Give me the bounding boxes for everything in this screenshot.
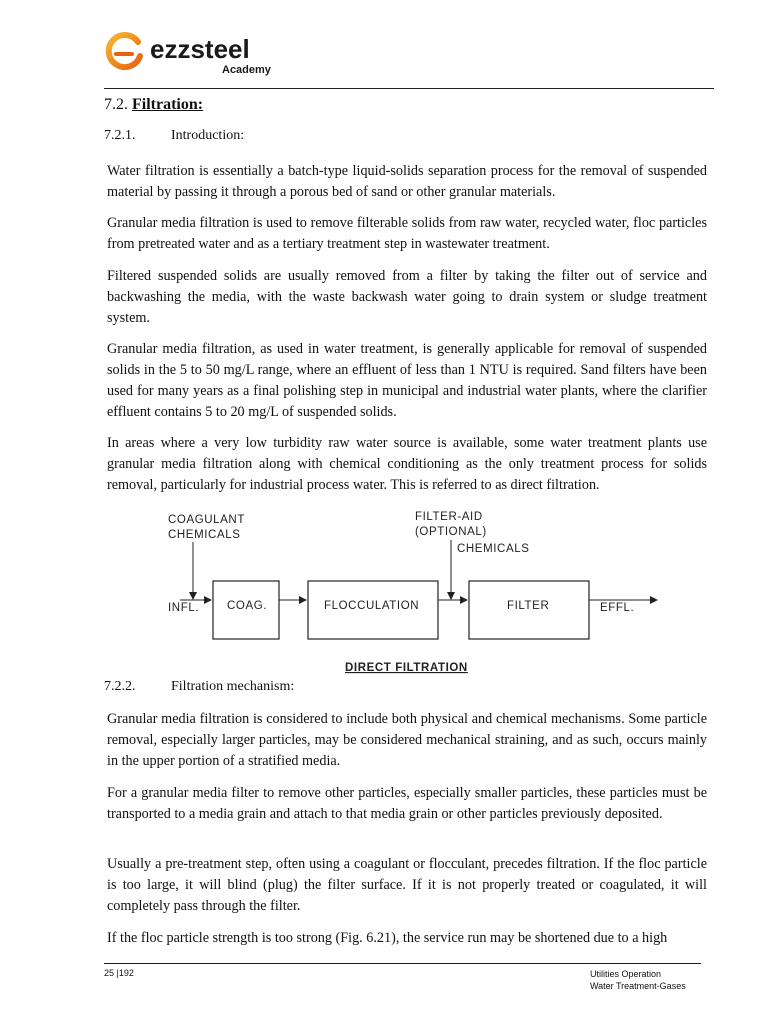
- paragraph: If the floc particle strength is too strong (Fig. 6.21), the service run may be shortened due to a high: [107, 930, 668, 946]
- logo-name: ezzsteel: [150, 34, 250, 64]
- paragraph: Granular media filtration, as used in water treatment, is generally applicable for removal of suspended solids in the 5 to 50 mg/L range, where an effluent of less than 1 NTU is required. Sand filters have been used for many years as a final polishing step in municipal and industrial water plants, where the clarifier effluent contains 5 to 20 mg/L of suspended solids.: [107, 341, 707, 420]
- paragraph: Granular media filtration is used to remove filterable solids from raw water, recycled water, floc particles from pretreated water and as a tertiary treatment step in wastewater treatment.: [107, 215, 707, 252]
- paragraph: Usually a pre-treatment step, often using a coagulant or flocculant, precedes filtration. If the floc particle is too large, it will blind (plug) the filter surface. If it is not properly treated or coagulated, it will completely pass through the filter.: [107, 856, 707, 914]
- subsection-heading-intro: [104, 128, 244, 144]
- subsection-heading-mechanism: [104, 679, 294, 695]
- section-heading: [104, 96, 203, 114]
- influent-label: INFL.: [168, 602, 200, 614]
- filter-aid-label: FILTER-AID: [415, 511, 483, 523]
- filter-aid-chemicals-label: CHEMICALS: [457, 543, 530, 555]
- paragraph: In areas where a very low turbidity raw water source is available, some water treatment plants use granular media filtration along with chemical conditioning as the only treatment process for solids removal, particularly for industrial process water. This is referred to as direct filtration.: [107, 435, 707, 493]
- coag-label: COAG.: [227, 600, 268, 612]
- effluent-label: EFFL.: [600, 602, 635, 614]
- diagram-caption: DIRECT FILTRATION: [345, 662, 468, 674]
- flocculation-label: FLOCCULATION: [324, 600, 420, 612]
- subsection-title: Introduction:: [171, 128, 245, 143]
- company-logo: [104, 30, 294, 80]
- footer-divider: [104, 963, 701, 964]
- section-title: Filtration:: [132, 96, 204, 113]
- coagulant-label: COAGULANT: [168, 514, 245, 526]
- footer-title-line-2: Water Treatment-Gases: [590, 981, 686, 991]
- coagulant-label-2: CHEMICALS: [168, 529, 241, 541]
- paragraph: Water filtration is essentially a batch-type liquid-solids separation process for the removal of suspended material by passing it through a porous bed of sand or other granular materials.: [107, 163, 707, 200]
- direct-filtration-diagram: [160, 505, 680, 677]
- subsection-title: Filtration mechanism:: [171, 679, 295, 694]
- header-divider: [104, 88, 714, 89]
- section-number: 7.2.: [104, 96, 128, 113]
- filter-aid-optional-label: (OPTIONAL): [415, 526, 487, 538]
- footer-title-line-1: Utilities Operation: [590, 969, 662, 979]
- paragraph: Filtered suspended solids are usually removed from a filter by taking the filter out of service and backwashing the media, with the waste backwash water going to drain system or sludge treatment system.: [107, 268, 707, 326]
- paragraph: For a granular media filter to remove other particles, especially smaller particles, these particles must be transported to a media grain and attach to that media grain or other particles previously deposited.: [107, 785, 707, 822]
- filter-label: FILTER: [507, 600, 550, 612]
- page-number: 25 |192: [104, 968, 134, 978]
- subsection-number: 7.2.2.: [104, 679, 136, 694]
- logo-subtitle: Academy: [222, 64, 271, 76]
- subsection-number: 7.2.1.: [104, 128, 136, 143]
- paragraph: Granular media filtration is considered to include both physical and chemical mechanisms. Some particle removal, especially larger particles, may be considered mechanical straining, and as such, occurs mainly in the upper portion of a stratified media.: [107, 711, 707, 769]
- logo-ring-icon: [104, 32, 144, 72]
- footer-document-title: [590, 968, 686, 992]
